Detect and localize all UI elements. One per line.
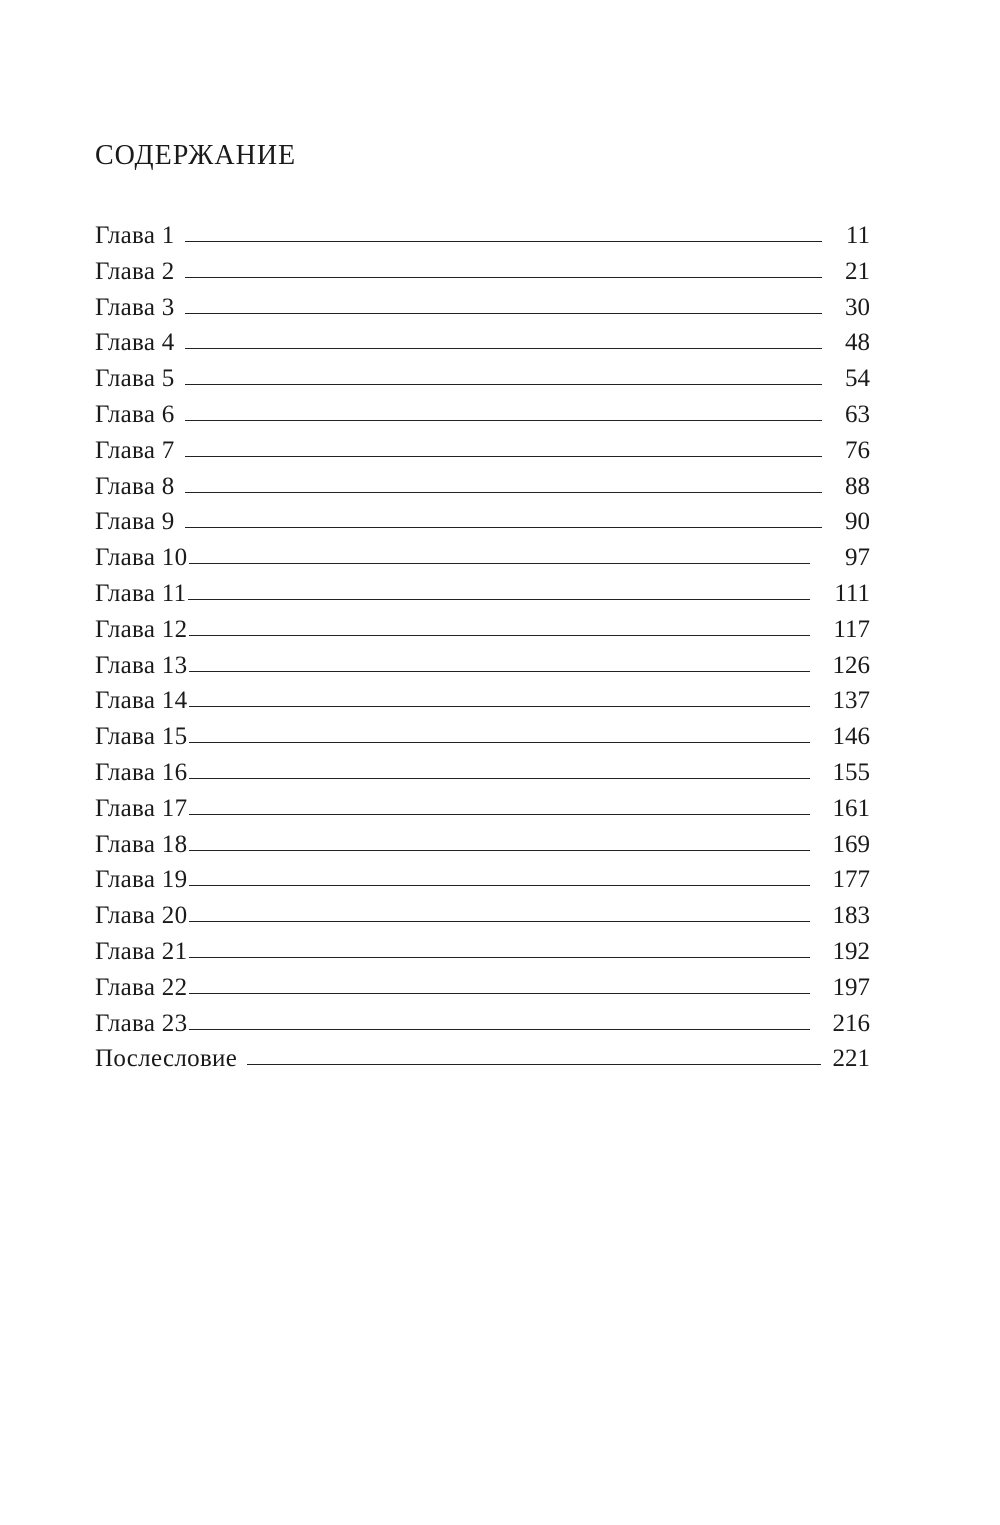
toc-entry-label: Глава 21 <box>95 937 188 965</box>
toc-entry[interactable] <box>95 469 870 505</box>
toc-entry-label: Глава 9 <box>95 508 175 536</box>
toc-entry[interactable] <box>95 290 870 326</box>
toc-leader-line <box>185 420 822 421</box>
toc-entry-label: Глава 8 <box>95 472 175 500</box>
toc-leader-line <box>189 706 810 707</box>
toc-leader-line <box>189 563 810 564</box>
toc-entry[interactable] <box>95 576 870 612</box>
toc-entry[interactable] <box>95 433 870 469</box>
toc-entry-page-number: 21 <box>845 257 870 285</box>
toc-entry-page-number: 216 <box>832 1009 870 1037</box>
toc-entry[interactable] <box>95 325 870 361</box>
toc-leader-line <box>189 778 810 779</box>
toc-entry-page-number: 54 <box>845 365 870 393</box>
toc-leader-line <box>185 277 822 278</box>
toc-entry-label: Глава 18 <box>95 830 188 858</box>
toc-entry[interactable] <box>95 862 870 898</box>
toc-entry-label: Глава 6 <box>95 400 175 428</box>
toc-leader-line <box>185 456 822 457</box>
toc-entry[interactable] <box>95 898 870 934</box>
toc-entry[interactable] <box>95 648 870 684</box>
toc-entry[interactable] <box>95 397 870 433</box>
toc-leader-line <box>185 492 822 493</box>
toc-leader-line <box>189 957 810 958</box>
toc-leader-line <box>185 384 822 385</box>
toc-entry-page-number: 30 <box>845 293 870 321</box>
toc-entry-label: Глава 1 <box>95 222 175 249</box>
toc-entry[interactable] <box>95 1006 870 1042</box>
toc-entry-page-number: 177 <box>832 866 870 894</box>
page-title: СОДЕРЖАНИЕ <box>95 140 297 171</box>
toc-entry-page-number: 183 <box>832 902 870 930</box>
toc-entry[interactable] <box>95 719 870 755</box>
toc-leader-line <box>189 921 810 922</box>
toc-entry-page-number: 111 <box>834 579 870 607</box>
toc-leader-line <box>189 635 810 636</box>
toc-leader-line <box>185 527 822 528</box>
toc-entry-label: Глава 16 <box>95 758 188 786</box>
toc-entry-label: Глава 5 <box>95 365 175 393</box>
toc-entry[interactable] <box>95 218 870 254</box>
toc-entry-page-number: 197 <box>832 973 870 1001</box>
toc-entry-label: Глава 12 <box>95 615 188 643</box>
table-of-contents <box>95 218 870 1077</box>
toc-leader-line <box>185 241 822 242</box>
toc-entry-label: Глава 23 <box>95 1009 188 1037</box>
toc-leader-line <box>189 850 810 851</box>
toc-entry-page-number: 76 <box>845 436 870 464</box>
toc-entry-page-number: 97 <box>845 544 870 572</box>
toc-entry[interactable] <box>95 827 870 863</box>
toc-leader-line <box>189 993 810 994</box>
toc-entry[interactable] <box>95 254 870 290</box>
toc-entry-label: Глава 15 <box>95 723 188 751</box>
toc-leader-line <box>188 599 810 600</box>
toc-entry-page-number: 48 <box>845 329 870 357</box>
toc-entry[interactable] <box>95 755 870 791</box>
toc-entry-label: Глава 4 <box>95 329 175 357</box>
toc-entry-label: Глава 10 <box>95 544 188 572</box>
toc-entry-page-number: 117 <box>833 615 870 643</box>
toc-leader-line <box>189 814 810 815</box>
toc-entry-page-number: 11 <box>845 222 870 249</box>
toc-entry-page-number: 63 <box>845 400 870 428</box>
toc-entry-page-number: 155 <box>832 758 870 786</box>
toc-entry-label: Глава 20 <box>95 902 188 930</box>
toc-entry[interactable] <box>95 540 870 576</box>
toc-entry-label: Глава 17 <box>95 794 188 822</box>
toc-leader-line <box>189 885 810 886</box>
toc-entry[interactable] <box>95 683 870 719</box>
toc-entry[interactable] <box>95 504 870 540</box>
toc-entry-page-number: 192 <box>832 937 870 965</box>
toc-entry[interactable] <box>95 361 870 397</box>
toc-entry-label: Глава 3 <box>95 293 175 321</box>
toc-entry[interactable] <box>95 791 870 827</box>
toc-leader-line <box>185 313 822 314</box>
toc-entry-label: Глава 13 <box>95 651 188 679</box>
toc-leader-line <box>189 1029 810 1030</box>
toc-leader-line <box>185 348 822 349</box>
toc-entry-label: Глава 22 <box>95 973 188 1001</box>
toc-leader-line <box>189 671 810 672</box>
toc-leader-line <box>247 1064 820 1065</box>
toc-leader-line <box>189 742 810 743</box>
toc-entry-page-number: 169 <box>832 830 870 858</box>
toc-entry-page-number: 90 <box>845 508 870 536</box>
toc-entry-label: Глава 11 <box>95 579 187 607</box>
toc-entry-page-number: 146 <box>832 723 870 751</box>
toc-entry-label: Послесловие <box>95 1045 238 1073</box>
toc-entry-page-number: 137 <box>832 687 870 715</box>
toc-entry[interactable] <box>95 934 870 970</box>
toc-entry-page-number: 88 <box>845 472 870 500</box>
toc-entry[interactable] <box>95 970 870 1006</box>
toc-entry-label: Глава 7 <box>95 436 175 464</box>
toc-entry-page-number: 161 <box>832 794 870 822</box>
toc-entry[interactable] <box>95 1041 870 1077</box>
toc-entry-page-number: 221 <box>832 1045 870 1073</box>
toc-entry-label: Глава 2 <box>95 257 175 285</box>
toc-entry[interactable] <box>95 612 870 648</box>
toc-entry-page-number: 126 <box>832 651 870 679</box>
toc-entry-label: Глава 14 <box>95 687 188 715</box>
toc-entry-label: Глава 19 <box>95 866 188 894</box>
